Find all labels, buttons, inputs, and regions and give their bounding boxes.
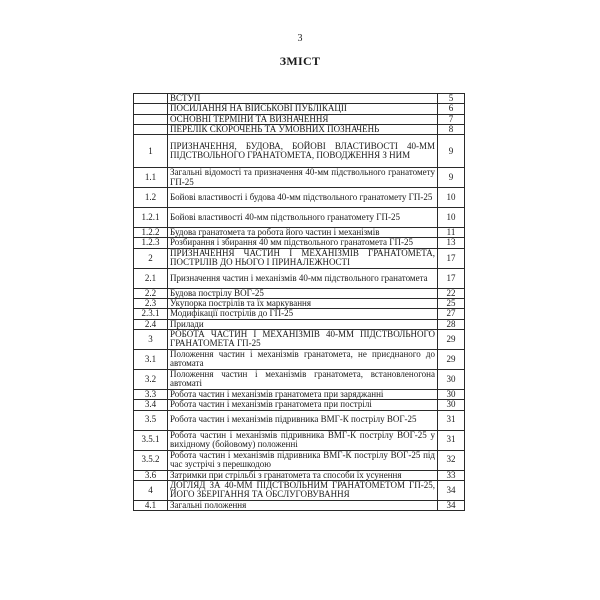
- toc-section-number: 1.2.2: [134, 228, 168, 238]
- toc-section-number: 3.3: [134, 389, 168, 399]
- toc-section-number: [134, 114, 168, 124]
- toc-row: [134, 369, 465, 389]
- toc-section-title: Загальні положення: [168, 500, 438, 510]
- toc-row: [134, 480, 465, 500]
- toc-row: [134, 400, 465, 410]
- toc-section-title: Призначення частин і механізмів 40-мм підствольного гранатомета: [168, 268, 438, 288]
- toc-section-number: 3.5: [134, 410, 168, 430]
- toc-row: [134, 410, 465, 430]
- toc-row: [134, 248, 465, 268]
- toc-section-number: 2: [134, 248, 168, 268]
- toc-page-number: 29: [438, 349, 465, 369]
- toc-row: [134, 124, 465, 134]
- toc-row: [134, 500, 465, 510]
- toc-row: [134, 450, 465, 470]
- toc-page-number: 31: [438, 430, 465, 450]
- toc-page-number: 10: [438, 208, 465, 228]
- toc-section-number: 1.2: [134, 188, 168, 208]
- toc-section-number: 4.1: [134, 500, 168, 510]
- toc-page-number: 10: [438, 188, 465, 208]
- toc-section-title: Робота частин і механізмів підривника ВМГ-К пострілу ВОГ-25 у вихідному (бойовому) положенні: [168, 430, 438, 450]
- toc-page-number: 30: [438, 400, 465, 410]
- toc-section-number: [134, 124, 168, 134]
- toc-section-title: Модифікації пострілів до ГП-25: [168, 309, 438, 319]
- toc-page-number: 6: [438, 104, 465, 114]
- toc-section-title: ДОГЛЯД ЗА 40-ММ ПІДСТВОЛЬНИМ ГРАНАТОМЕТОМ ГП-25, ЙОГО ЗБЕРІГАННЯ ТА ОБСЛУГОВУВАННЯ: [168, 480, 438, 500]
- toc-section-title: РОБОТА ЧАСТИН І МЕХАНІЗМІВ 40-ММ ПІДСТВОЛЬНОГО ГРАНАТОМЕТА ГП-25: [168, 329, 438, 349]
- toc-page-number: 13: [438, 238, 465, 248]
- toc-section-number: [134, 104, 168, 114]
- toc-page-number: 5: [438, 94, 465, 104]
- toc-section-title: ПРИЗНАЧЕННЯ, БУДОВА, БОЙОВІ ВЛАСТИВОСТІ 40-ММ ПІДСТВОЛЬНОГО ГРАНАТОМЕТА, ПОВОДЖЕННЯ З НИМ: [168, 135, 438, 168]
- toc-section-number: [134, 94, 168, 104]
- toc-page-number: 7: [438, 114, 465, 124]
- toc-page-number: 34: [438, 480, 465, 500]
- toc-row: [134, 470, 465, 480]
- toc-section-title: Укупорка пострілів та їх маркування: [168, 299, 438, 309]
- toc-row: [134, 168, 465, 188]
- toc-section-number: 3: [134, 329, 168, 349]
- page-title: ЗМІСТ: [279, 54, 321, 68]
- toc-page-number: 31: [438, 410, 465, 430]
- toc-section-title: Прилади: [168, 319, 438, 329]
- toc-section-title: Робота частин і механізмів підривника ВМГ-К пострілу ВОГ-25 під час зустрічі з перешкодою: [168, 450, 438, 470]
- toc-section-title: Робота частин і механізмів підривника ВМГ-К пострілу ВОГ-25: [168, 410, 438, 430]
- toc-page-number: 33: [438, 470, 465, 480]
- toc-section-title: ПЕРЕЛІК СКОРОЧЕНЬ ТА УМОВНИХ ПОЗНАЧЕНЬ: [168, 124, 438, 134]
- toc-row: [134, 329, 465, 349]
- toc-row: [134, 319, 465, 329]
- toc-row: [134, 299, 465, 309]
- toc-section-number: 2.3.1: [134, 309, 168, 319]
- toc-page-number: 9: [438, 135, 465, 168]
- toc-page-number: 22: [438, 288, 465, 298]
- toc-page-number: 8: [438, 124, 465, 134]
- toc-section-title: Розбирання і збирання 40 мм підствольного гранатомета ГП-25: [168, 238, 438, 248]
- toc-page-number: 11: [438, 228, 465, 238]
- toc-section-number: 1.1: [134, 168, 168, 188]
- toc-row: [134, 135, 465, 168]
- toc-page-number: 9: [438, 168, 465, 188]
- toc-section-number: 4: [134, 480, 168, 500]
- toc-section-number: 3.2: [134, 369, 168, 389]
- toc-row: [134, 389, 465, 399]
- toc-section-title: Положення частин і механізмів гранатомета, встановленогона автоматі: [168, 369, 438, 389]
- toc-section-title: Бойові властивості і будова 40-мм підствольного гранатомету ГП-25: [168, 188, 438, 208]
- toc-section-number: 2.1: [134, 268, 168, 288]
- toc-section-title: Будова гранатомета та робота його частин і механізмів: [168, 228, 438, 238]
- toc-section-number: 1.2.3: [134, 238, 168, 248]
- toc-page-number: 29: [438, 329, 465, 349]
- toc-section-number: 3.5.1: [134, 430, 168, 450]
- toc-page-number: 30: [438, 369, 465, 389]
- toc-section-title: ПРИЗНАЧЕННЯ ЧАСТИН І МЕХАНІЗМІВ ГРАНАТОМЕТА, ПОСТРІЛІВ ДО НЬОГО І ПРИНАЛЕЖНОСТІ: [168, 248, 438, 268]
- table-of-contents: [133, 93, 465, 511]
- toc-section-number: 3.4: [134, 400, 168, 410]
- toc-row: [134, 349, 465, 369]
- toc-section-number: 1: [134, 135, 168, 168]
- toc-section-title: Будова пострілу ВОГ-25: [168, 288, 438, 298]
- toc-section-number: 2.2: [134, 288, 168, 298]
- toc-row: [134, 430, 465, 450]
- toc-section-number: 3.1: [134, 349, 168, 369]
- toc-section-number: 1.2.1: [134, 208, 168, 228]
- toc-page-number: 34: [438, 500, 465, 510]
- toc-section-title: Загальні відомості та призначення 40-мм підствольного гранатомету ГП-25: [168, 168, 438, 188]
- toc-row: [134, 228, 465, 238]
- toc-section-title: Робота частин і механізмів гранатомета при заряджанні: [168, 389, 438, 399]
- toc-section-title: ВСТУП: [168, 94, 438, 104]
- toc-row: [134, 104, 465, 114]
- toc-section-number: 3.5.2: [134, 450, 168, 470]
- toc-section-title: ПОСИЛАННЯ НА ВІЙСЬКОВІ ПУБЛІКАЦІЇ: [168, 104, 438, 114]
- toc-row: [134, 238, 465, 248]
- toc-row: [134, 114, 465, 124]
- toc-page-number: 30: [438, 389, 465, 399]
- toc-page-number: 27: [438, 309, 465, 319]
- toc-row: [134, 188, 465, 208]
- toc-section-title: ОСНОВНІ ТЕРМІНИ ТА ВИЗНАЧЕННЯ: [168, 114, 438, 124]
- toc-row: [134, 94, 465, 104]
- toc-section-title: Затримки при стрільбі з гранатомета та способи їх усунення: [168, 470, 438, 480]
- toc-row: [134, 208, 465, 228]
- toc-section-number: 3.6: [134, 470, 168, 480]
- page-number: 3: [297, 33, 303, 44]
- toc-section-title: Бойові властивості 40-мм підствольного гранатомету ГП-25: [168, 208, 438, 228]
- toc-section-title: Положення частин і механізмів гранатомета, не приєднаного до автомата: [168, 349, 438, 369]
- toc-page-number: 25: [438, 299, 465, 309]
- toc-page-number: 17: [438, 248, 465, 268]
- toc-section-number: 2.3: [134, 299, 168, 309]
- toc-row: [134, 309, 465, 319]
- toc-row: [134, 268, 465, 288]
- toc-page-number: 28: [438, 319, 465, 329]
- toc-section-number: 2.4: [134, 319, 168, 329]
- toc-page-number: 32: [438, 450, 465, 470]
- toc-body: [134, 94, 465, 511]
- toc-section-title: Робота частин і механізмів гранатомета при пострілі: [168, 400, 438, 410]
- toc-row: [134, 288, 465, 298]
- toc-page-number: 17: [438, 268, 465, 288]
